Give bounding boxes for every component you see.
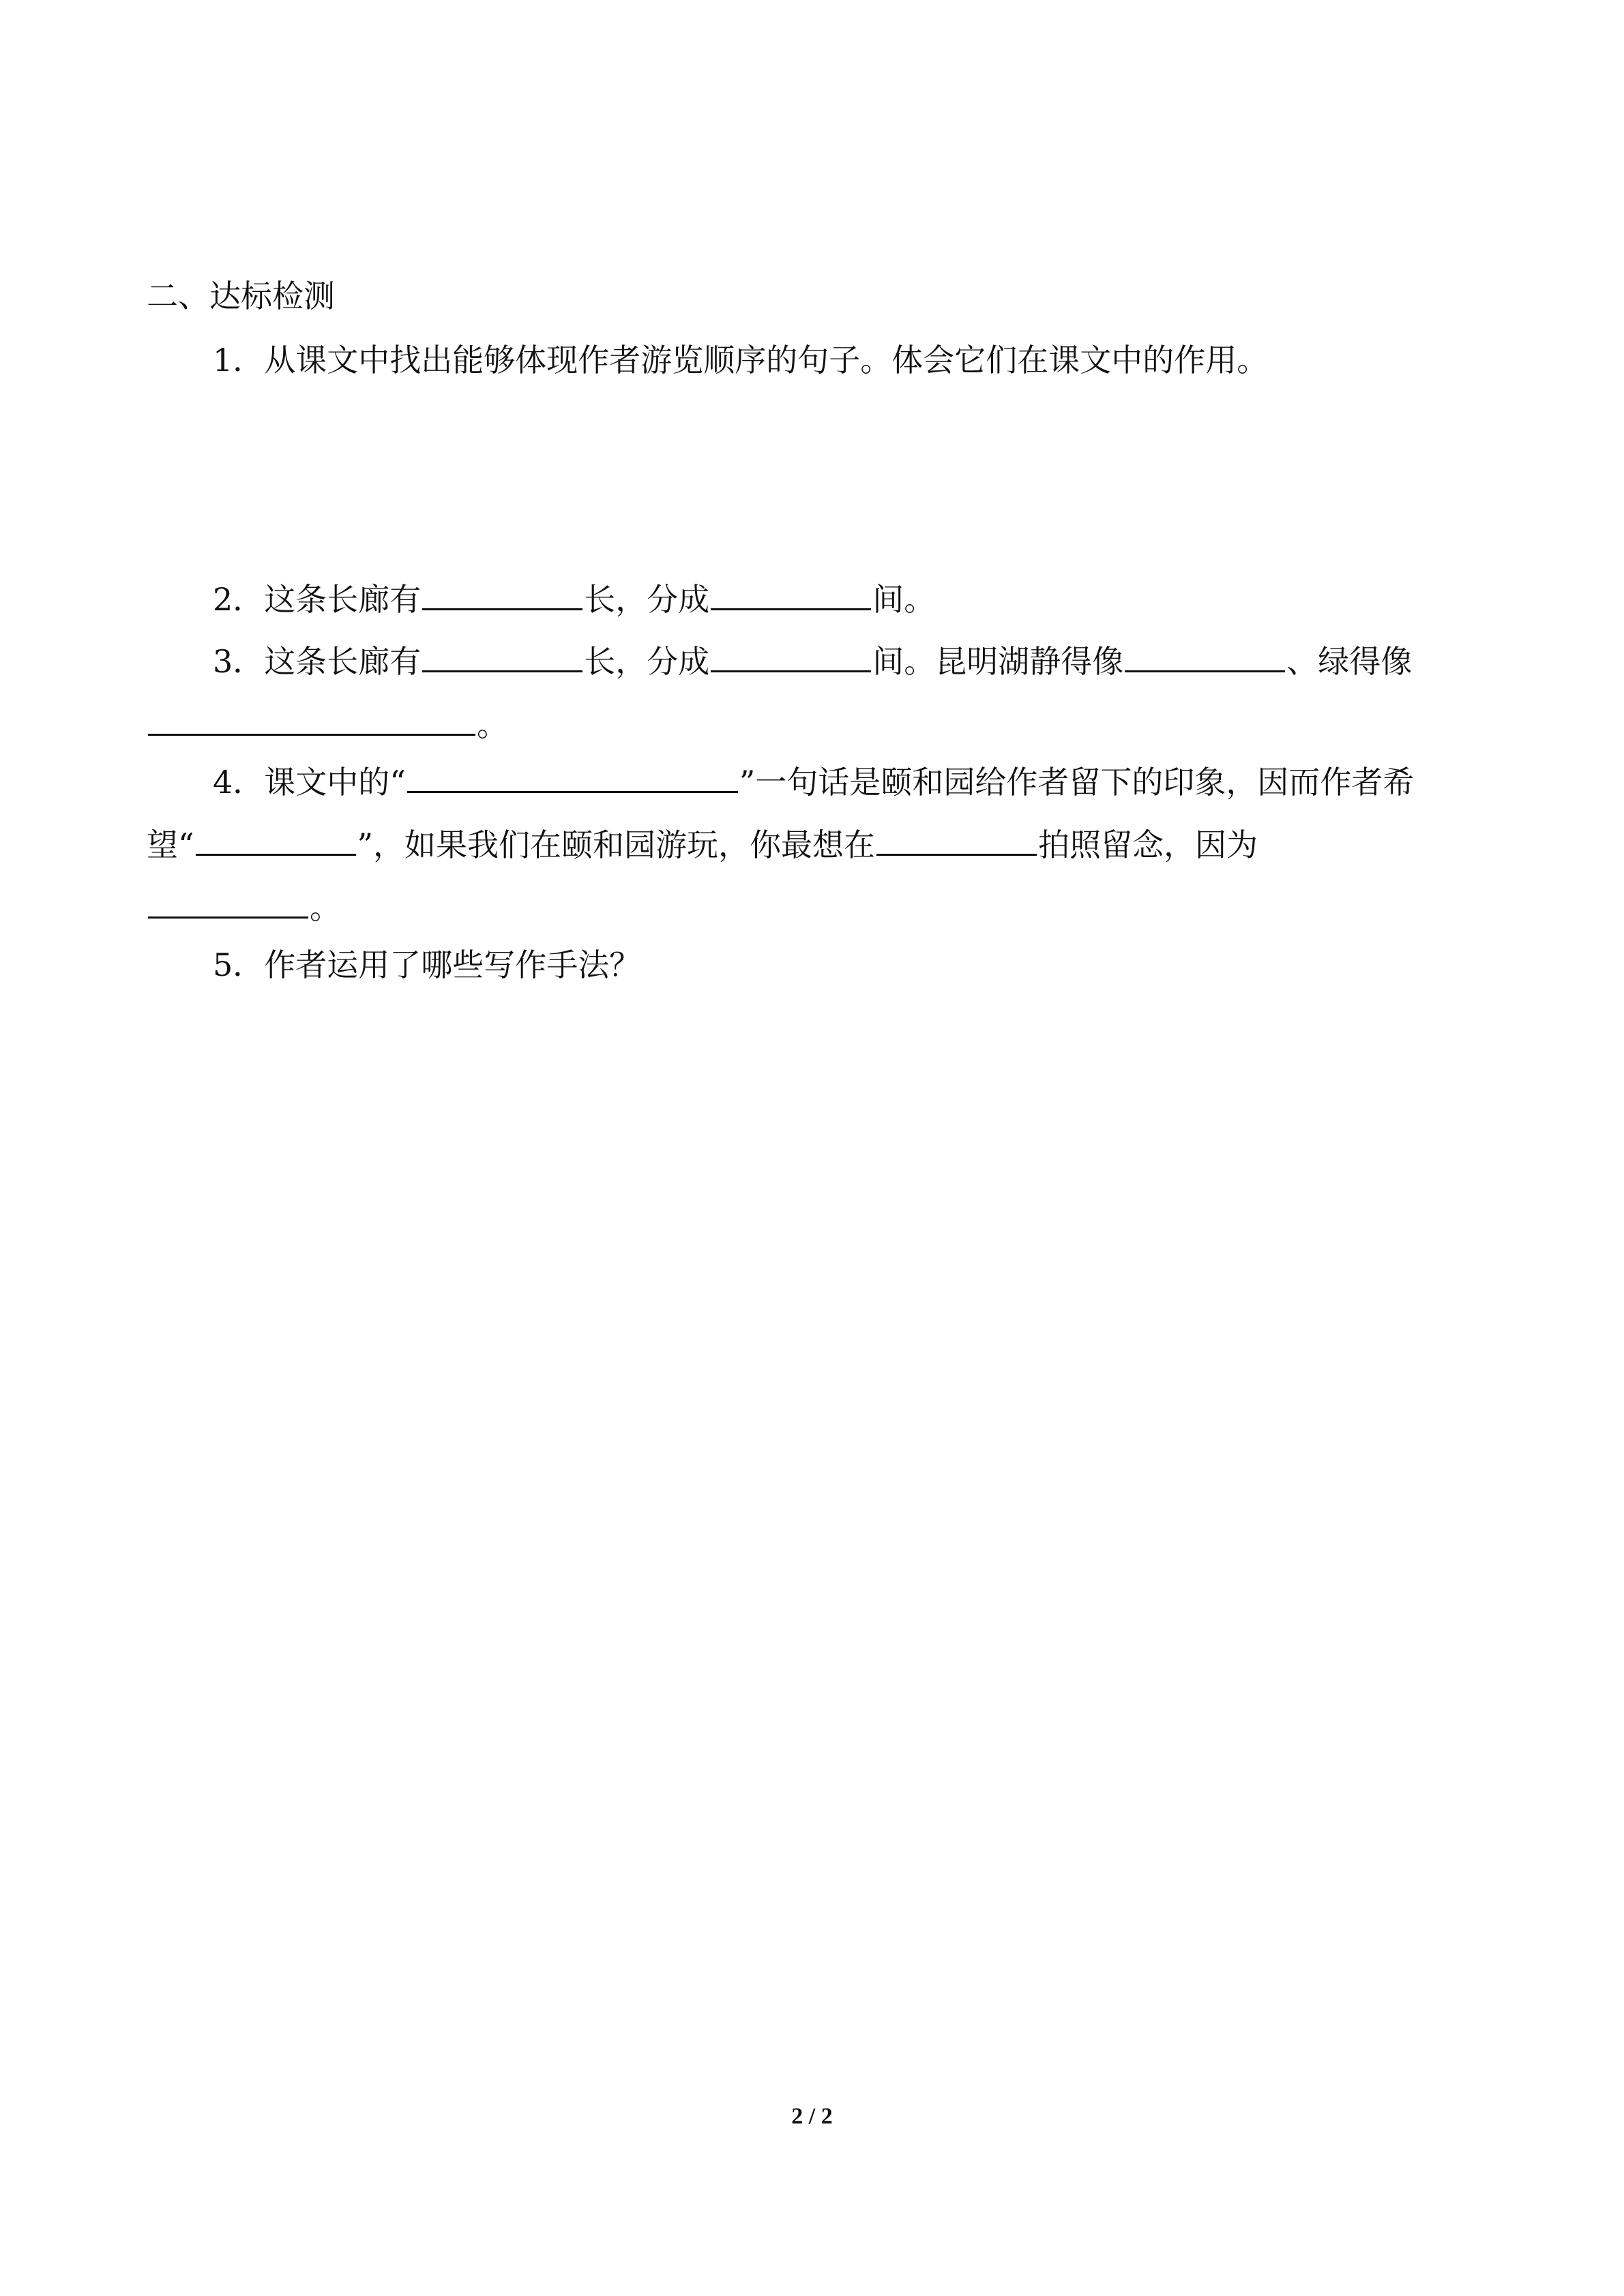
answer-blank-photo-location[interactable]	[876, 822, 1037, 856]
question-4-text-2: ”一句话是颐和园给作者留下的印象，因而作者希	[739, 764, 1415, 801]
question-5: 5．作者运用了哪些写作手法？	[213, 946, 641, 983]
question-4-text-3: 望“	[147, 826, 194, 863]
question-4-line-3	[147, 885, 341, 928]
question-4-text-4: ”，如果我们在颐和园游玩，你最想在	[357, 826, 876, 863]
question-4-text-6: 。	[310, 889, 341, 926]
question-3	[213, 639, 1412, 682]
answer-blank-reason[interactable]	[148, 885, 308, 919]
answer-blank-corridor-sections[interactable]	[711, 577, 871, 610]
question-2	[213, 577, 935, 620]
answer-blank-corridor-length[interactable]	[422, 577, 582, 610]
answer-blank-impression-sentence[interactable]	[407, 760, 738, 793]
question-1: 1．从课文中找出能够体现作者游览顺序的句子。体会它们在课文中的作用。	[213, 342, 1269, 378]
question-3-text-5: 。	[477, 706, 508, 743]
question-4-text-5: 拍照留念，因为	[1038, 826, 1258, 863]
question-3-text-2: 长，分成	[584, 643, 710, 680]
question-3-text-3: 间。昆明湖静得像	[872, 643, 1124, 680]
question-3-text-4: 、绿得像	[1286, 643, 1413, 680]
answer-blank-lake-calm[interactable]	[1125, 639, 1285, 672]
answer-blank-lake-green[interactable]	[148, 702, 475, 736]
question-4-text-1: 4．课文中的“	[213, 764, 406, 801]
question-2-text-3: 间。	[872, 581, 936, 618]
question-2-text-1: 2．这条长廊有	[213, 581, 422, 618]
question-3-continued	[147, 702, 508, 745]
answer-blank-author-hope[interactable]	[196, 822, 356, 856]
question-4-line-2	[147, 822, 1258, 865]
question-3-text-1: 3．这条长廊有	[213, 643, 422, 680]
answer-blank-corridor-sections-2[interactable]	[711, 639, 871, 672]
question-4	[213, 760, 1414, 803]
page-number: 2 / 2	[791, 2104, 833, 2129]
answer-blank-corridor-length-2[interactable]	[422, 639, 582, 672]
question-2-text-2: 长，分成	[584, 581, 710, 618]
section-heading: 二、达标检测	[147, 278, 335, 314]
